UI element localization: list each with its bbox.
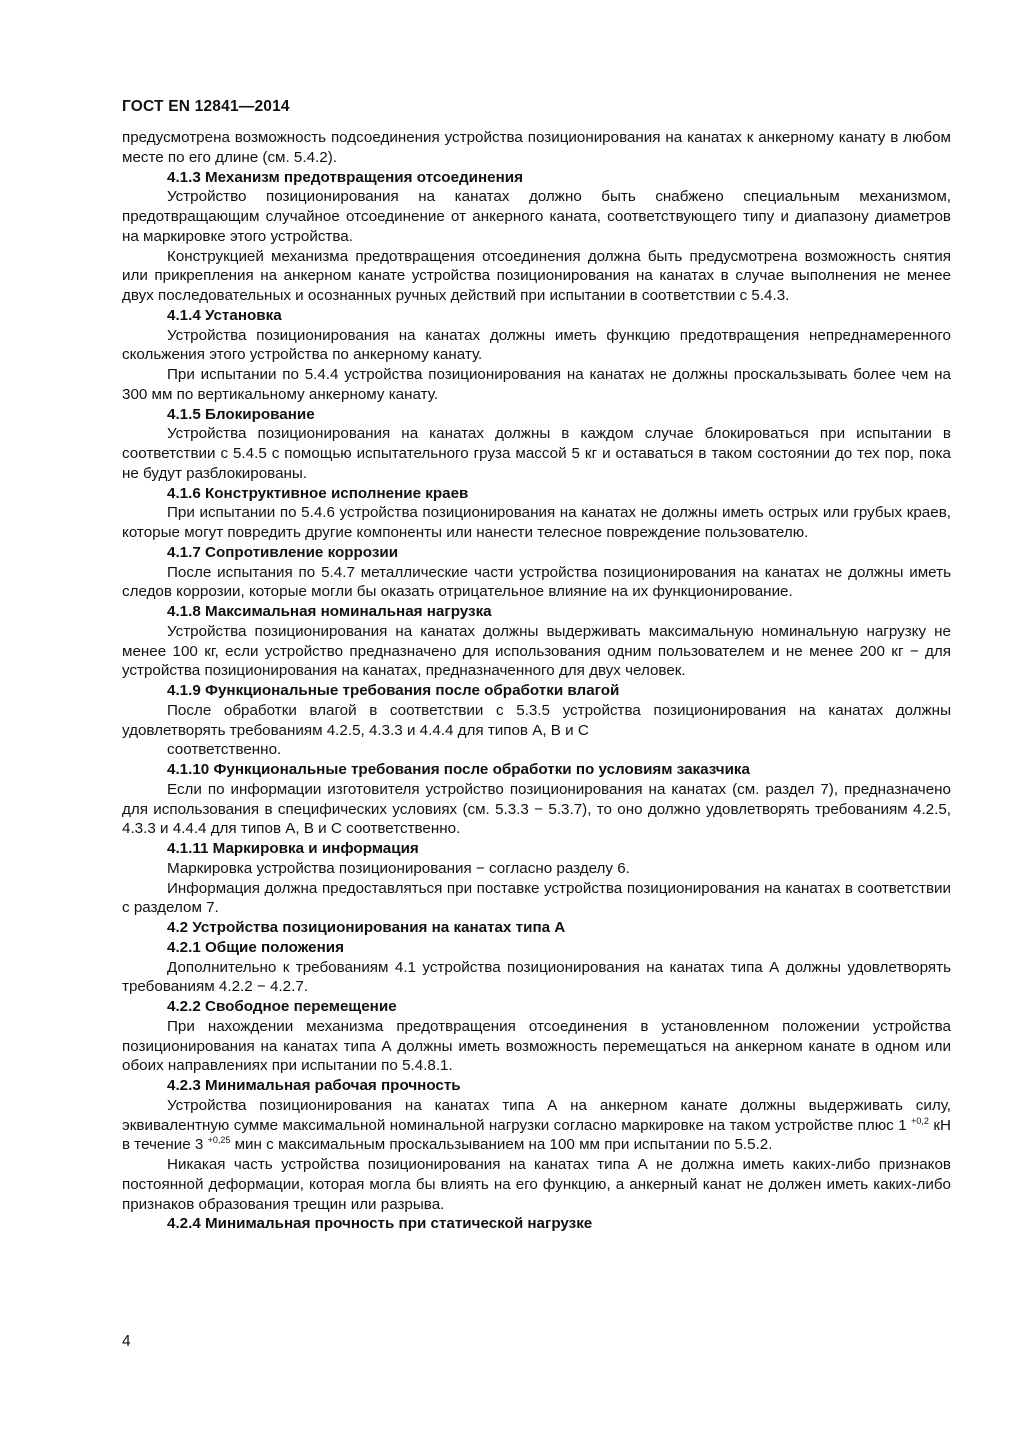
text-run: кН в течение 3 [122,1116,951,1154]
paragraph: Устройства позиционирования на канатах должны иметь функцию предотвращения непреднамеренного скольжения этого устройства по анкерному канату. [122,326,951,364]
paragraph: При нахождении механизма предотвращения отсоединения в установленном положении устройства позиционирования на канатах типа А должны иметь возможность перемещаться на анкерном канате в одном или обоих направлениях при испытании по 5.4.8.1. [122,1017,951,1075]
paragraph: Устройство позиционирования на канатах должно быть снабжено специальным механизмом, предотвращающим случайное отсоединение от анкерного каната, соответствующего типу и диапазону диаметров на маркировке этого устройства. [122,188,951,245]
paragraph-with-tolerances [122,1096,951,1155]
section-heading-4-1-8: 4.1.8 Максимальная номинальная нагрузка [167,603,492,620]
paragraph: Маркировка устройства позиционирования − согласно разделу 6. [167,859,630,877]
section-heading-4-1-9: 4.1.9 Функциональные требования после обработки влагой [167,682,620,699]
paragraph: Дополнительно к требованиям 4.1 устройства позиционирования на канатах типа А должны удовлетворять требованиям 4.2.2 − 4.2.7. [122,958,951,996]
paragraph: Устройства позиционирования на канатах должны в каждом случае блокироваться при испытании в соответствии с 5.4.5 с помощью испытательного груза массой 5 кг и оставаться в таком состоянии до тех пор, пока не будут разблокированы. [122,425,951,482]
paragraph: Никакая часть устройства позиционирования на канатах типа А не должна иметь каких-либо признаков постоянной деформации, которая могла бы влиять на его функцию, а анкерный канат не должен иметь каких-либо признаков образования трещин или разрыва. [122,1156,951,1213]
section-heading-4-1-5: 4.1.5 Блокирование [167,405,315,423]
tolerance-superscript: +0,2 [911,1115,929,1126]
section-heading-4-1-6: 4.1.6 Конструктивное исполнение краев [167,484,469,502]
text-run: мин с максимальным проскальзыванием на 100 мм при испытании по 5.5.2. [234,1136,773,1154]
paragraph: предусмотрена возможность подсоединения устройства позиционирования на канатах к анкерному канату в любом месте по его длине (см. 5.4.2). [122,129,951,166]
page-number: 4 [122,1333,131,1350]
paragraph-continuation: соответственно. [167,741,282,759]
document-body [122,128,951,1234]
paragraph: При испытании по 5.4.6 устройства позиционирования на канатах не должны иметь острых или грубых краев, которые могут повредить другие компоненты или нанести телесное повреждение пользователю. [122,504,951,541]
paragraph: При испытании по 5.4.4 устройства позиционирования на канатах не должны проскальзывать более чем на 300 мм по вертикальному анкерному канату. [122,366,951,403]
section-heading-4-2-4: 4.2.4 Минимальная прочность при статической нагрузке [167,1215,593,1233]
paragraph: Если по информации изготовителя устройство позиционирования на канатах (см. раздел 7), предназначено для использования в специфических условиях (см. 5.3.3 − 5.3.7), то оно должно удовлетворять требованиям 4.2.5, 4.3.3 и 4.4.4 для типов А, В и С соответственно. [122,780,951,838]
section-heading-4-1-4: 4.1.4 Установка [167,306,282,324]
paragraph: Устройства позиционирования на канатах должны выдерживать максимальную номинальную нагрузку не менее 100 кг, если устройство предназначено для использования одним пользователем и не менее 200 кг − для устройства позиционирования на канатах, предназначенного для двух человек. [122,622,951,680]
tolerance-superscript: +0,25 [207,1135,231,1146]
paragraph: Конструкцией механизма предотвращения отсоединения должна быть предусмотрена возможность снятия или прикрепления на анкерном канате устройства позиционирования на канатах в случае выполнения не менее двух последовательных и осознанных ручных действий при испытании в соответствии с 5.4.3. [122,247,951,304]
section-heading-4-2: 4.2 Устройства позиционирования на канатах типа А [167,919,566,936]
paragraph: Информация должна предоставляться при поставке устройства позиционирования на канатах в соответствии с разделом 7. [122,879,951,917]
paragraph: После обработки влагой в соответствии с 5.3.5 устройства позиционирования на канатах должны удовлетворять требованиям 4.2.5, 4.3.3 и 4.4.4 для типов А, В и С [122,701,951,739]
document-header: ГОСТ EN 12841—2014 [122,98,290,115]
section-heading-4-1-10: 4.1.10 Функциональные требования после обработки по условиям заказчика [167,761,750,778]
section-heading-4-1-3: 4.1.3 Механизм предотвращения отсоединения [167,168,523,186]
section-heading-4-1-11: 4.1.11 Маркировка и информация [167,840,419,857]
section-heading-4-2-2: 4.2.2 Свободное перемещение [167,998,397,1015]
section-heading-4-2-3: 4.2.3 Минимальная рабочая прочность [167,1077,461,1094]
paragraph: После испытания по 5.4.7 металлические части устройства позиционирования на канатах не должны иметь следов коррозии, которые могли бы оказать отрицательное влияние на их функционирование. [122,563,951,601]
section-heading-4-2-1: 4.2.1 Общие положения [167,938,344,956]
text-run: Устройства позиционирования на канатах типа А на анкерном канате должны выдерживать силу, эквивалентную сумме максимальной номинальной нагрузки согласно маркировке на таком устройстве плюс 1 [122,1096,951,1134]
section-heading-4-1-7: 4.1.7 Сопротивление коррозии [167,543,399,561]
